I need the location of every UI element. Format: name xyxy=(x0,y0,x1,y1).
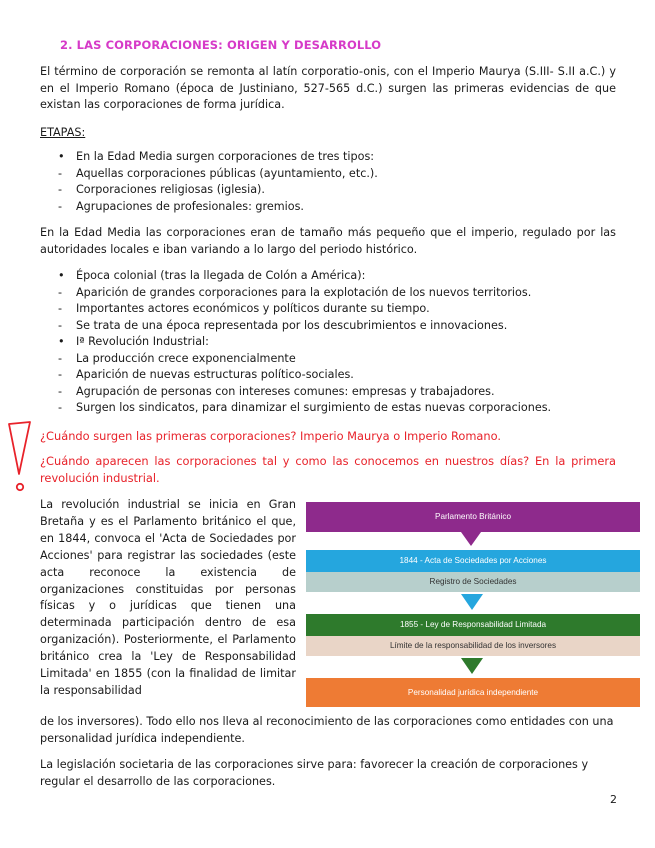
arrow-down-icon xyxy=(461,594,483,610)
question-2: ¿Cuándo aparecen las corporaciones tal y como las conocemos en nuestros días? En la primera revolución industrial. xyxy=(40,454,616,485)
box-registro: Registro de Sociedades xyxy=(306,572,640,592)
box-ley: 1855 - Ley de Responsabilidad Limitada xyxy=(306,614,640,636)
box-acta: 1844 - Acta de Sociedades por Acciones xyxy=(306,550,640,572)
list-edad-media xyxy=(40,149,620,215)
list-item: - Aparición de grandes corporaciones para la explotación de los nuevos territorios. xyxy=(58,285,532,299)
intro-paragraph: El término de corporación se remonta al latín corporatio-onis, con el Imperio Maurya (S.III- S.II a.C.) y en el Imperio Romano (época de Justiniano, 527-565 d.C.) surgen las primeras evidencias de que existan las corporaciones de forma jurídica. xyxy=(40,65,616,111)
list-item: - Aparición de nuevas estructuras político-sociales. xyxy=(58,368,354,381)
question-1: ¿Cuándo surgen las primeras corporaciones? Imperio Maurya o Imperio Romano. xyxy=(40,429,502,443)
list-item: - Surgen los sindicatos, para dinamizar el surgimiento de estas nuevas corporaciones. xyxy=(58,401,552,414)
middle-paragraph: En la Edad Media las corporaciones eran de tamaño más pequeño que el imperio, regulado por las autoridades locales e iban variando a lo largo del periodo histórico. xyxy=(40,226,616,256)
list-item: - Importantes actores económicos y políticos durante su tiempo. xyxy=(58,302,430,315)
list-item: - La producción crece exponencialmente xyxy=(58,351,296,365)
list-item: - Agrupaciones de profesionales: gremios. xyxy=(58,199,304,213)
final-paragraph: La legislación societaria de las corporaciones sirve para: favorecer la creación de corporaciones y regular el desarrollo de las corporaciones. xyxy=(40,758,589,788)
box-personalidad: Personalidad jurídica independiente xyxy=(306,678,640,707)
section-heading: 2. LAS CORPORACIONES: ORIGEN Y DESARROLLO xyxy=(60,38,382,52)
arrow-down-icon xyxy=(461,658,483,674)
list-item: • Época colonial (tras la llegada de Colón a América): xyxy=(58,269,366,282)
list-item: - Corporaciones religiosas (iglesia). xyxy=(58,183,265,196)
list-item: • En la Edad Media surgen corporaciones de tres tipos: xyxy=(58,150,375,163)
flow-diagram xyxy=(306,502,640,717)
revolution-paragraph: La revolución industrial se inicia en Gran Bretaña y es el Parlamento británico el que, en 1844, convoca el 'Acta de Sociedades por Acciones' para registrar las sociedades (este acta reconoce la existencia de organizaciones constituidas por personas físicas y o jurídicas que tienen una determinada participación dentro de esa organización). Posteriormente, el Parlamento británico crea la 'Ley de Responsabilidad Limitada' en 1855 (con la finalidad de limitar la responsabilidad xyxy=(40,498,296,697)
page-number: 2 xyxy=(610,793,617,806)
list-etapas-modernas xyxy=(40,268,620,417)
revolution-paragraph-end: de los inversores). Todo ello nos lleva al reconocimiento de las corporaciones como entidades con una personalidad jurídica independiente. xyxy=(40,715,614,745)
box-parlamento: Parlamento Británico xyxy=(306,502,640,532)
list-item: - Agrupación de personas con intereses comunes: empresas y trabajadores. xyxy=(58,384,495,398)
list-item: - Aquellas corporaciones públicas (ayuntamiento, etc.). xyxy=(58,166,378,180)
list-item: - Se trata de una época representada por los descubrimientos e innovaciones. xyxy=(58,318,508,332)
list-item: • Iª Revolución Industrial: xyxy=(58,335,209,348)
arrow-down-icon xyxy=(461,532,481,546)
etapas-label: ETAPAS: xyxy=(40,126,86,139)
handwritten-exclamation-icon xyxy=(6,418,36,498)
box-limite: Límite de la responsabilidad de los inversores xyxy=(306,636,640,656)
